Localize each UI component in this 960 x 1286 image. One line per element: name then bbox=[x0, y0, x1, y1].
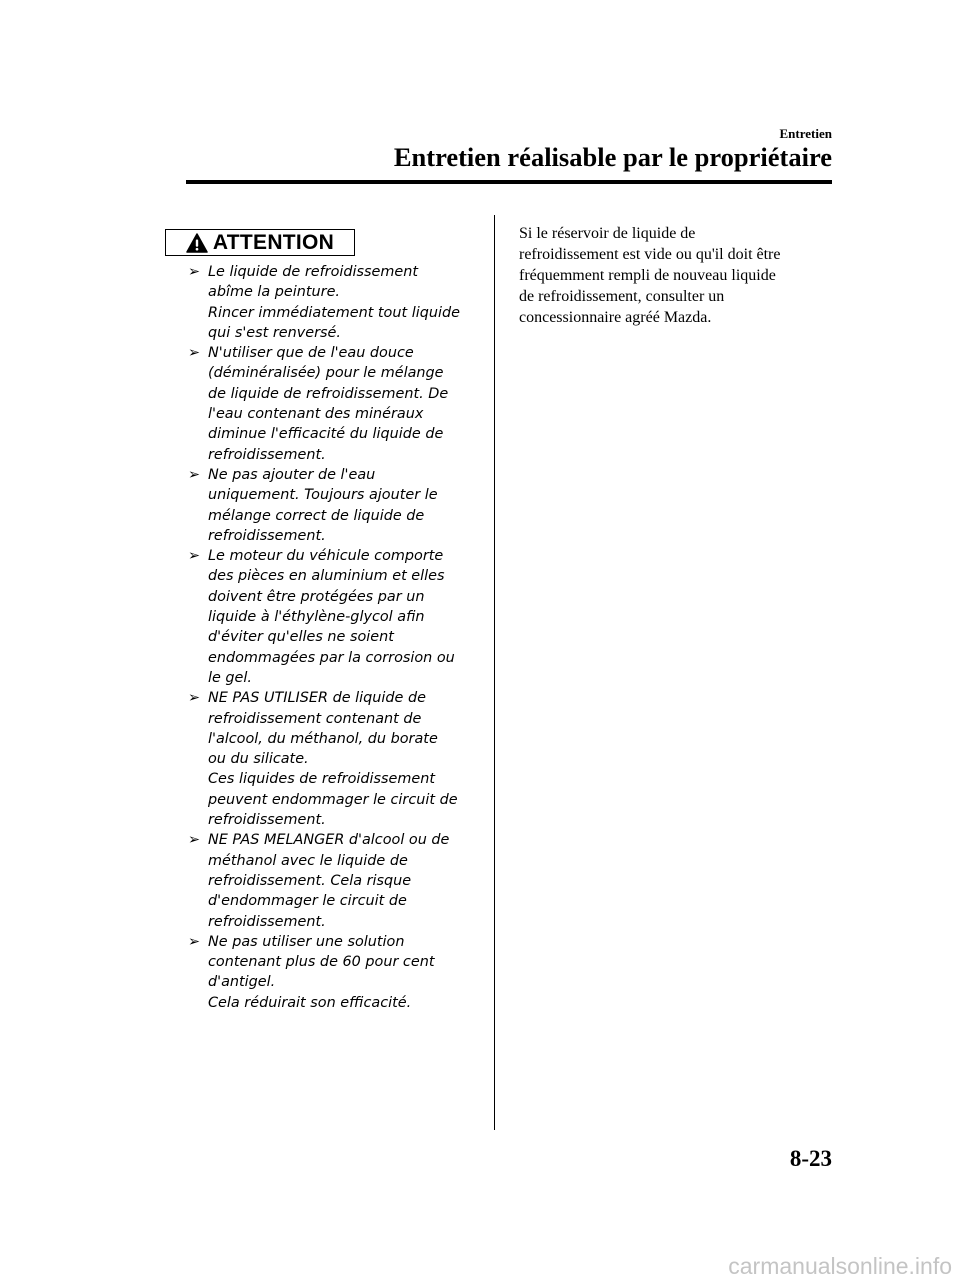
warning-line: de liquide de refroidissement. De bbox=[208, 385, 449, 402]
warning-line: diminue l'efficacité du liquide de bbox=[208, 426, 444, 443]
header-rule bbox=[186, 180, 832, 184]
warning-line: NE PAS UTILISER de liquide de bbox=[208, 690, 426, 707]
arrow-bullet-icon: ➢ bbox=[188, 548, 201, 565]
warning-line: Le liquide de refroidissement bbox=[208, 264, 418, 280]
warning-line: qui s'est renversé. bbox=[208, 324, 341, 341]
arrow-bullet-icon: ➢ bbox=[188, 832, 201, 849]
attention-box bbox=[165, 229, 355, 256]
warning-item bbox=[186, 262, 486, 343]
warning-line: refroidissement. bbox=[208, 812, 326, 829]
warning-line: (déminéralisée) pour le mélange bbox=[208, 365, 444, 382]
warning-line: refroidissement. Cela risque bbox=[208, 872, 412, 889]
warning-line: endommagées par la corrosion ou bbox=[208, 649, 455, 666]
page-title: Entretien réalisable par le propriétaire bbox=[393, 142, 832, 172]
warning-line: l'alcool, du méthanol, du borate bbox=[208, 730, 438, 747]
info-line: de refroidissement, consulter un bbox=[519, 288, 725, 305]
watermark: carmanualsonline.info bbox=[728, 1253, 952, 1279]
arrow-bullet-icon: ➢ bbox=[188, 466, 201, 483]
warning-line: des pièces en aluminium et elles bbox=[208, 568, 445, 585]
warning-line: Le moteur du véhicule comporte bbox=[208, 548, 444, 565]
warning-line: uniquement. Toujours ajouter le bbox=[208, 487, 438, 504]
warning-item bbox=[186, 830, 486, 931]
arrow-bullet-icon: ➢ bbox=[188, 345, 201, 362]
page-number: 8-23 bbox=[789, 1146, 832, 1171]
warning-line: refroidissement. bbox=[208, 527, 326, 544]
warning-line: doivent être protégées par un bbox=[208, 588, 425, 605]
arrow-bullet-icon: ➢ bbox=[188, 933, 201, 950]
warning-item bbox=[186, 688, 486, 830]
info-line: Si le réservoir de liquide de bbox=[519, 225, 696, 242]
warning-line: d'endommager le circuit de bbox=[208, 893, 407, 910]
warning-line: Ces liquides de refroidissement bbox=[208, 771, 436, 788]
warning-line: mélange correct de liquide de bbox=[208, 507, 425, 524]
info-line: refroidissement est vide ou qu'il doit être bbox=[519, 246, 781, 263]
warning-item bbox=[186, 465, 486, 546]
info-line: concessionnaire agréé Mazda. bbox=[519, 309, 712, 326]
warning-line: l'eau contenant des minéraux bbox=[208, 406, 424, 423]
arrow-bullet-icon: ➢ bbox=[188, 690, 201, 707]
attention-label: ATTENTION bbox=[212, 230, 335, 254]
warning-line: N'utiliser que de l'eau douce bbox=[208, 345, 414, 362]
warning-item bbox=[186, 546, 486, 688]
coolant-reservoir-note bbox=[519, 223, 839, 328]
warning-line: NE PAS MELANGER d'alcool ou de bbox=[208, 832, 450, 849]
warning-line: ou du silicate. bbox=[208, 751, 309, 768]
warning-item bbox=[186, 343, 486, 465]
warning-item bbox=[186, 932, 486, 1013]
info-line: fréquemment rempli de nouveau liquide bbox=[519, 267, 776, 284]
warning-line: le gel. bbox=[208, 669, 252, 686]
warning-line: abîme la peinture. bbox=[208, 284, 341, 301]
warning-line: liquide à l'éthylène-glycol afin bbox=[208, 609, 425, 626]
warning-line: Ne pas ajouter de l'eau bbox=[208, 466, 376, 483]
warning-line: méthanol avec le liquide de bbox=[208, 852, 408, 869]
section-label: Entretien bbox=[779, 126, 832, 141]
warning-line: refroidissement contenant de bbox=[208, 710, 422, 727]
warning-triangle-icon bbox=[186, 233, 208, 253]
warning-line: Rincer immédiatement tout liquide bbox=[208, 304, 460, 321]
warning-line: contenant plus de 60 pour cent bbox=[208, 954, 435, 971]
warning-line: d'éviter qu'elles ne soient bbox=[208, 629, 394, 646]
column-divider bbox=[494, 215, 495, 1130]
warning-line: d'antigel. bbox=[208, 974, 276, 991]
warning-line: Cela réduirait son efficacité. bbox=[208, 994, 412, 1011]
warning-list bbox=[186, 262, 486, 1013]
warning-line: Ne pas utiliser une solution bbox=[208, 933, 405, 950]
arrow-bullet-icon: ➢ bbox=[188, 264, 201, 280]
warning-line: refroidissement. bbox=[208, 913, 326, 930]
warning-line: refroidissement. bbox=[208, 446, 326, 463]
warning-line: peuvent endommager le circuit de bbox=[208, 791, 458, 808]
